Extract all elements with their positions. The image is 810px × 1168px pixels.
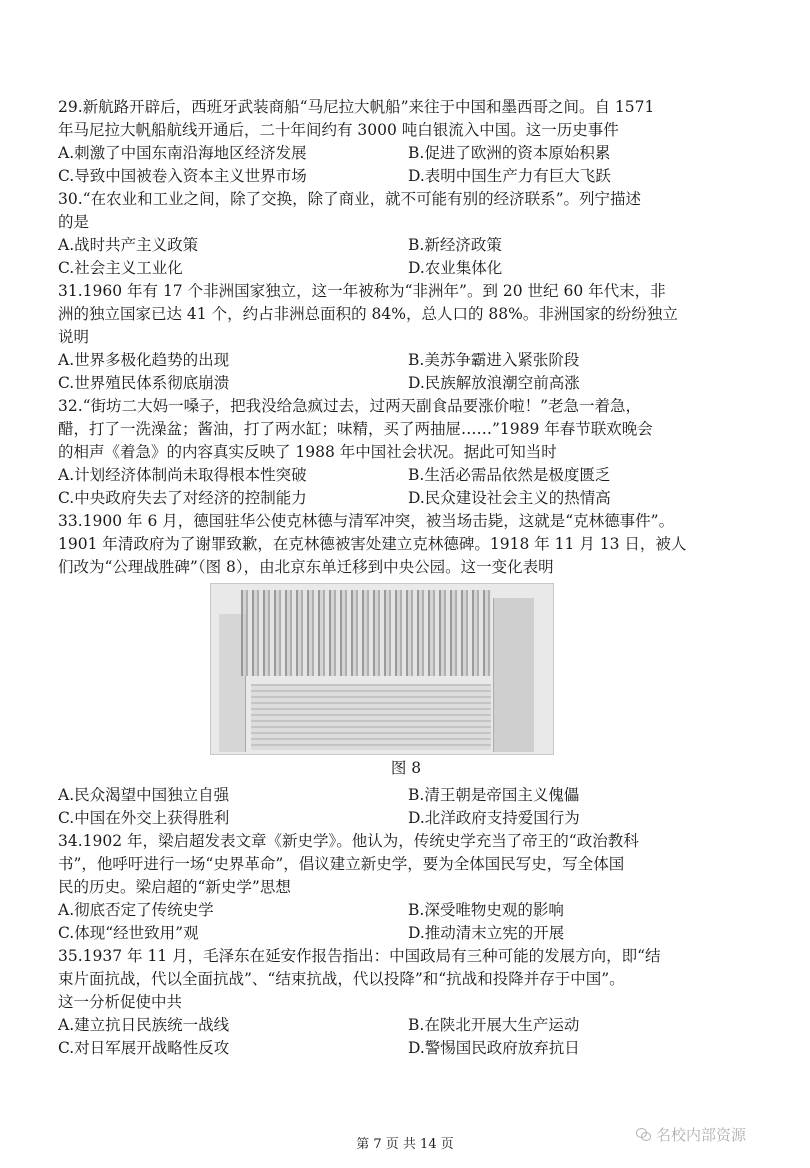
option-c: C.体现“经世致用”观 xyxy=(58,924,199,942)
memorial-arch-photo xyxy=(210,583,554,755)
figure-8 xyxy=(58,579,754,784)
question-text: 说明 xyxy=(58,328,90,346)
option-d: D.民众建设社会主义的热情高 xyxy=(408,489,611,507)
question-text: 30.“在农业和工业之间，除了交换，除了商业，就不可能有别的经济联系”。列宁描述 xyxy=(58,190,642,208)
option-c: C.中央政府失去了对经济的控制能力 xyxy=(58,489,307,507)
option-a: A.建立抗日民族统一战线 xyxy=(58,1016,230,1034)
option-d: D.推动清末立宪的开展 xyxy=(408,924,565,942)
option-c: C.对日军展开战略性反攻 xyxy=(58,1039,230,1057)
question-30 xyxy=(58,188,754,280)
question-text: 的是 xyxy=(58,213,90,231)
option-b: B.促进了欧洲的资本原始积累 xyxy=(408,144,611,162)
option-c: C.导致中国被卷入资本主义世界市场 xyxy=(58,167,307,185)
question-text: 1901 年清政府为了谢罪致歉，在克林德被害处建立克林德碑。1918 年 11 月 13 日，被人 xyxy=(58,535,687,553)
option-d: D.农业集体化 xyxy=(408,259,503,277)
question-text: 这一分析促使中共 xyxy=(58,993,183,1011)
option-a: A.彻底否定了传统史学 xyxy=(58,901,214,919)
option-a: A.计划经济体制尚未取得根本性突破 xyxy=(58,466,307,484)
question-list xyxy=(58,96,754,1060)
watermark xyxy=(636,1124,746,1145)
option-a: A.刺激了中国东南沿海地区经济发展 xyxy=(58,144,307,162)
question-33 xyxy=(58,510,754,830)
question-32 xyxy=(58,395,754,510)
question-text: 34.1902 年，梁启超发表文章《新史学》。他认为，传统史学充当了帝王的“政治教科 xyxy=(58,832,639,850)
option-d: D.民族解放浪潮空前高涨 xyxy=(408,374,580,392)
option-a: A.世界多极化趋势的出现 xyxy=(58,351,230,369)
option-b: B.新经济政策 xyxy=(408,236,502,254)
question-text: 31.1960 年有 17 个非洲国家独立，这一年被称为“非洲年”。到 20 世纪 60 年代末，非 xyxy=(58,282,666,300)
question-35 xyxy=(58,945,754,1060)
question-text: 33.1900 年 6 月，德国驻华公使克林德与清军冲突，被当场击毙，这就是“克林德事件”。 xyxy=(58,512,675,530)
question-text: 民的历史。梁启超的“新史学”思想 xyxy=(58,878,291,896)
question-text: 年马尼拉大帆船航线开通后，二十年间约有 3000 吨白银流入中国。这一历史事件 xyxy=(58,121,619,139)
page-number: 第 7 页 共 14 页 xyxy=(356,1137,454,1152)
question-text: 洲的独立国家已达 41 个，约占非洲总面积的 84%，总人口的 88%。非洲国家的纷纷独立 xyxy=(58,305,678,323)
option-c: C.世界殖民体系彻底崩溃 xyxy=(58,374,230,392)
option-d: D.表明中国生产力有巨大飞跃 xyxy=(408,167,611,185)
option-d: D.警惕国民政府放弃抗日 xyxy=(408,1039,580,1057)
option-a: A.战时共产主义政策 xyxy=(58,236,199,254)
question-text: 的相声《着急》的内容真实反映了 1988 年中国社会状况。据此可知当时 xyxy=(58,443,557,461)
question-29 xyxy=(58,96,754,188)
question-text: 们改为“公理战胜碑”（图 8），由北京东单迁移到中央公园。这一变化表明 xyxy=(58,558,554,576)
question-text: 醋，打了一洗澡盆；酱油，打了两水缸；味精，买了两抽屉……”1989 年春节联欢晚会 xyxy=(58,420,653,438)
option-b: B.深受唯物史观的影响 xyxy=(408,901,564,919)
option-b: B.美苏争霸进入紧张阶段 xyxy=(408,351,580,369)
wechat-icon xyxy=(636,1128,652,1142)
option-b: B.在陕北开展大生产运动 xyxy=(408,1016,580,1034)
question-text: 35.1937 年 11 月，毛泽东在延安作报告指出：中国政局有三种可能的发展方向，即“结 xyxy=(58,947,661,965)
option-a: A.民众渴望中国独立自强 xyxy=(58,786,230,804)
option-d: D.北洋政府支持爱国行为 xyxy=(408,809,580,827)
question-34 xyxy=(58,830,754,945)
option-b: B.生活必需品依然是极度匮乏 xyxy=(408,466,611,484)
watermark-text: 名校内部资源 xyxy=(656,1127,747,1144)
question-text: 29.新航路开辟后，西班牙武装商船“马尼拉大帆船”来往于中国和墨西哥之间。自 1571 xyxy=(58,98,655,116)
option-c: C.社会主义工业化 xyxy=(58,259,183,277)
question-text: 书”，他呼吁进行一场“史界革命”，倡议建立新史学，要为全体国民写史，写全体国 xyxy=(58,855,625,873)
option-c: C.中国在外交上获得胜利 xyxy=(58,809,230,827)
question-31 xyxy=(58,280,754,395)
question-text: 束片面抗战，代以全面抗战”、“结束抗战，代以投降”和“抗战和投降并存于中国”。 xyxy=(58,970,625,988)
option-b: B.清王朝是帝国主义傀儡 xyxy=(408,786,580,804)
question-text: 32.“街坊二大妈一嗓子，把我没给急疯过去，过两天副食品要涨价啦！”老急一着急， xyxy=(58,397,642,415)
figure-caption: 图 8 xyxy=(390,759,422,777)
